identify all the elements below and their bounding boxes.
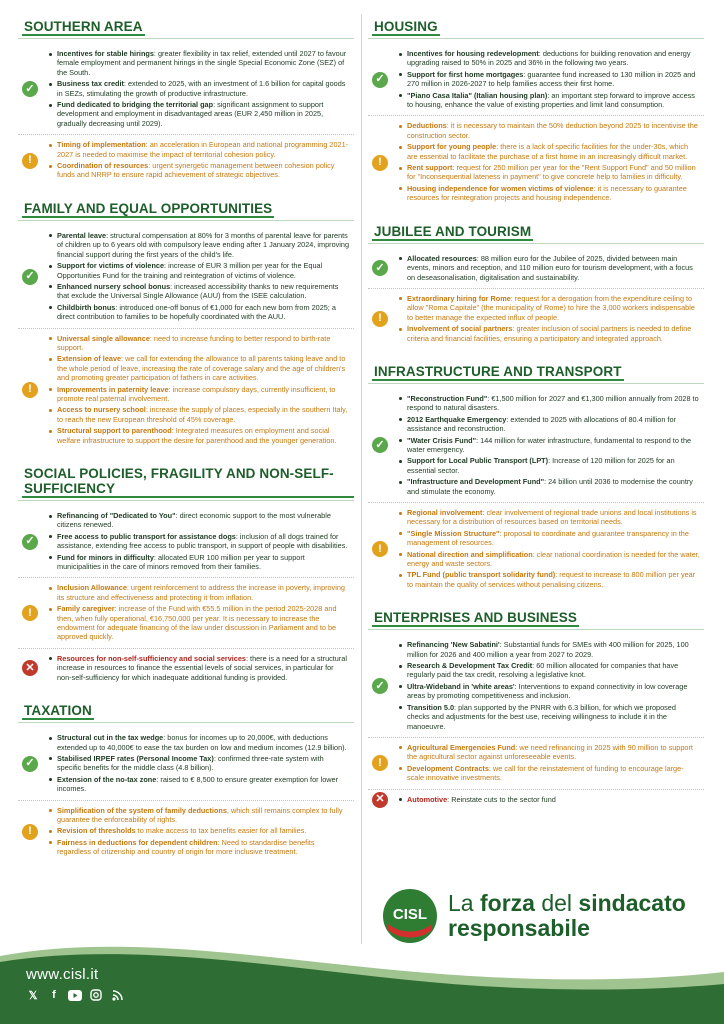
item-label: Agricultural Emergencies Fund xyxy=(407,742,516,752)
item-label: Business tax credit xyxy=(57,79,124,89)
list-item xyxy=(48,334,350,353)
item-text: : 144 million for water infrastructure, fundamental to respond to the water emergency. xyxy=(407,435,692,454)
list-item xyxy=(48,261,350,280)
list-item xyxy=(398,415,700,434)
item-label: Support for victims of violence xyxy=(57,261,165,271)
item-text: to make access to tax benefits easier for all families. xyxy=(135,826,307,836)
facebook-icon[interactable]: f xyxy=(52,989,56,1001)
item-text: : an acceleration in European and national programming 2021-2027 is needed to maximise the impact of territorial cohesion policy. xyxy=(57,140,349,159)
check-icon: ✓ xyxy=(372,72,388,88)
item-text: : allocated EUR 100 million per year to support municipalities in the care of minors removed from their families. xyxy=(57,552,305,572)
item-label: Ultra-Wideband in 'white areas' xyxy=(407,681,515,691)
item-text: : increase compulsory days, currently insufficient, to promote real paternal involvement. xyxy=(57,384,336,403)
item-label: Involvement of social partners xyxy=(407,324,513,334)
check-icon: ✓ xyxy=(22,269,38,285)
list-item xyxy=(398,529,700,548)
item-list xyxy=(48,806,350,857)
item-list xyxy=(48,140,350,180)
item-list xyxy=(398,121,700,202)
section-rule xyxy=(18,38,354,39)
check-group xyxy=(368,635,704,738)
section-rule xyxy=(18,500,354,501)
list-item xyxy=(48,733,350,752)
item-label: Fund dedicated to bridging the territorial gap xyxy=(57,100,214,110)
warning-icon: ! xyxy=(22,153,38,169)
item-text: : structural compensation at 80% for 3 months of parental leave for parents of children up to 6 years old with compulsory leave ending after 1 January 2024, improving financial support during the first years of the child's life. xyxy=(57,230,350,259)
item-text: : request for a derogation from the expenditure ceiling to allow "Roma Capitale" (the municipality of Rome) to hire the 3,000 workers indispensable to better manage the expected influx of people. xyxy=(407,293,695,322)
item-label: Parental leave xyxy=(57,230,107,240)
list-item xyxy=(398,764,700,783)
item-label: Housing independence for women victims of violence xyxy=(407,183,594,193)
warning-icon: ! xyxy=(372,155,388,171)
section-rule xyxy=(18,722,354,723)
item-list xyxy=(398,49,700,109)
warning-icon: ! xyxy=(22,382,38,398)
list-item xyxy=(48,161,350,180)
list-item xyxy=(48,511,350,530)
item-label: Allocated resources xyxy=(407,253,477,263)
left-column xyxy=(18,18,354,877)
check-icon: ✓ xyxy=(372,678,388,694)
section-housing xyxy=(368,18,704,209)
item-text: : increased accessibility thanks to new requirements that exclude the Universal Single Allowance (AUU) from the ISEE calculation. xyxy=(57,281,339,301)
item-label: Extension of the no-tax zone xyxy=(57,774,157,784)
item-text: : €1,500 million for 2027 and €1,300 million annually from 2028 to respond to natural disasters. xyxy=(407,393,699,413)
cross-icon: ✕ xyxy=(22,660,38,676)
warn-group xyxy=(368,116,704,208)
section-family-and-equal-opportunities xyxy=(18,200,354,451)
item-text: , which still remains complex to fully guarantee the enforceability of rights. xyxy=(57,805,343,824)
cross-icon: ✕ xyxy=(372,792,388,808)
section-title: ENTERPRISES AND BUSINESS xyxy=(374,610,577,626)
section-rule xyxy=(368,38,704,39)
list-item xyxy=(48,532,350,551)
item-text: : direct economic support to the most vulnerable citizens renewed. xyxy=(57,511,331,530)
item-label: Revision of thresholds xyxy=(57,826,136,836)
list-item xyxy=(398,456,700,475)
item-label: Automotive xyxy=(407,794,448,804)
warn-group xyxy=(18,578,354,648)
list-item xyxy=(48,100,350,128)
item-text: : need to increase funding to better respond to birth-rate support. xyxy=(57,333,331,352)
item-text: : an important step forward to improve access to housing, enhance the value of existing properties and limit land consumption. xyxy=(407,90,695,110)
section-rule xyxy=(18,220,354,221)
item-list xyxy=(48,654,350,682)
list-item xyxy=(48,385,350,404)
item-label: Extension of leave xyxy=(57,354,122,364)
cross-group xyxy=(368,790,704,810)
item-list xyxy=(48,583,350,641)
item-text: : Interventions to expand connectivity in low coverage areas by promoting competitiveness and inclusion. xyxy=(407,681,688,701)
item-text: : greater inclusion of social partners is needed to define criteria and financial facilities, ensuring a participatory and integrated approach. xyxy=(407,324,692,343)
section-enterprises-and-business xyxy=(368,609,704,810)
list-item xyxy=(48,604,350,642)
item-label: Support for young people xyxy=(407,142,497,152)
instagram-icon[interactable] xyxy=(89,988,103,1002)
item-text: : inclusion of all dogs trained for assistance, extending free access to public transport, in support of people with disabilities. xyxy=(57,531,348,551)
list-item xyxy=(398,477,700,496)
item-text: : raised to € 8,500 to ensure greater exemption for lower incomes. xyxy=(57,774,339,794)
list-item xyxy=(398,661,700,680)
list-item xyxy=(398,324,700,343)
list-item xyxy=(398,682,700,701)
item-text: : urgent reinforcement to address the increase in poverty, improving its structure and effectiveness and protecting it from inflation. xyxy=(57,583,345,602)
item-text: : it is necessary to guarantee resources for reintegration projects and housing independence. xyxy=(407,183,687,203)
item-label: Refinancing 'New Sabatini' xyxy=(407,640,500,650)
item-text: : we call for extending the allowance to all parents taking leave and to the whole period of leave, increasing the rate of coverage salary and the age of children's and promoting greater participation of fathers in care activities. xyxy=(57,354,346,383)
item-label: Coordination of resources xyxy=(57,161,149,171)
item-label: Fund for minors in difficulty xyxy=(57,552,154,562)
item-text: : request for 250 million per year for the "Rent Support Fund" and 50 million for "Inconsequential lateness in payment" to give concrete help to families in difficulty. xyxy=(407,163,696,182)
cross-group xyxy=(18,649,354,688)
check-icon: ✓ xyxy=(22,534,38,550)
item-label: Rent support xyxy=(407,163,453,173)
section-title: SOCIAL POLICIES, FRAGILITY AND NON-SELF-SUFFICIENCY xyxy=(22,465,354,498)
item-label: Universal single allowance xyxy=(57,333,150,343)
item-label: Development Contracts xyxy=(407,763,489,773)
item-list xyxy=(398,294,700,343)
item-text: : plan supported by the PNRR with 6.3 billion, for which we proposed checks and adjustments for the best use, receiving willingness to include it in the manoeuvre. xyxy=(407,702,676,731)
item-label: Incentives for stable hirings xyxy=(57,49,154,58)
check-icon: ✓ xyxy=(22,81,38,97)
item-label: Research & Development Tax Credit xyxy=(407,661,533,671)
list-item xyxy=(48,654,350,682)
item-label: Fairness in deductions for dependent children xyxy=(57,837,218,847)
item-text: : Reinstate cuts to the sector fund xyxy=(447,794,556,804)
list-item xyxy=(398,142,700,161)
item-label: Timing of implementation xyxy=(57,140,146,150)
item-list xyxy=(48,49,350,128)
item-text: : there is a lack of specific facilities for the under-30s, which are essential to facilitate the purchase of a first home in an increasingly difficult market. xyxy=(407,142,689,161)
list-item xyxy=(398,550,700,569)
item-label: Stabilised IRPEF rates (Personal Income Tax) xyxy=(57,753,214,763)
item-text: : Substantial funds for SMEs with 400 million for 2025, 100 million for 2026 and 400 million a year from 2027 to 2029. xyxy=(407,640,689,659)
list-item xyxy=(398,70,700,89)
check-icon: ✓ xyxy=(22,756,38,772)
item-list xyxy=(398,743,700,783)
item-list xyxy=(398,508,700,589)
list-item xyxy=(48,282,350,301)
item-text: : clear national coordination is needed for the water, energy and waste sectors. xyxy=(407,549,700,569)
warn-group xyxy=(368,289,704,349)
list-item xyxy=(398,570,700,589)
warn-group xyxy=(18,801,354,863)
section-rule xyxy=(368,629,704,630)
item-label: Childbirth bonus xyxy=(57,302,116,312)
item-label: Refinancing of "Dedicated to You" xyxy=(57,511,176,520)
rss-icon[interactable] xyxy=(110,988,124,1002)
list-item xyxy=(48,826,350,835)
item-text: : confirmed three-rate system with specific benefits for the middle class (4.8 billion). xyxy=(57,753,324,773)
warn-group xyxy=(18,135,354,186)
item-text: : greater flexibility in tax relief, extended until 2027 to favour female employment and permanent hirings in the single Special Economic Zone (SEZ) of the South. xyxy=(57,49,347,77)
list-item xyxy=(398,508,700,527)
youtube-icon[interactable] xyxy=(68,988,82,1002)
social-links xyxy=(26,988,124,1002)
check-icon: ✓ xyxy=(372,260,388,276)
list-item xyxy=(48,426,350,445)
item-label: Resources for non-self-sufficiency and social services xyxy=(57,653,246,663)
section-title: INFRASTRUCTURE AND TRANSPORT xyxy=(374,363,622,379)
item-label: Incentives for housing redevelopment xyxy=(407,49,539,58)
item-label: Regional involvement xyxy=(407,508,483,517)
list-item xyxy=(398,640,700,659)
list-item xyxy=(48,806,350,825)
section-jubilee-and-tourism xyxy=(368,223,704,349)
website-link[interactable]: www.cisl.it xyxy=(26,966,99,983)
section-southern-area xyxy=(18,18,354,186)
list-item xyxy=(398,254,700,282)
item-list xyxy=(398,254,700,282)
section-title: JUBILEE AND TOURISM xyxy=(374,223,532,239)
warning-icon: ! xyxy=(22,605,38,621)
item-label: 2012 Earthquake Emergency xyxy=(407,414,507,424)
list-item xyxy=(398,436,700,455)
item-label: Improvements in paternity leave xyxy=(57,384,169,394)
item-text: : bonus for incomes up to 20,000€, with deductions extended up to 40,000€ to ease the tax burden on low and medium incomes (12.9 billion). xyxy=(57,733,347,752)
section-rule xyxy=(368,383,704,384)
item-text: : increase of EUR 3 million per year for the Equal Opportunities Fund for the training and reintegration of victims of violence. xyxy=(57,261,323,280)
section-title: TAXATION xyxy=(24,703,92,719)
warn-group xyxy=(368,503,704,595)
item-text: : 60 million allocated for companies that have regularly paid the tax credit, resolving a legislative knot. xyxy=(407,661,679,680)
check-group xyxy=(368,389,704,503)
item-list xyxy=(398,795,700,804)
check-icon: ✓ xyxy=(372,437,388,453)
x-icon[interactable]: 𝕏 xyxy=(28,989,38,1002)
item-label: TPL Fund (public transport solidarity fund) xyxy=(407,570,556,580)
list-item xyxy=(48,49,350,77)
cisl-logo xyxy=(382,884,712,948)
logo-mark-text: CISL xyxy=(392,906,428,923)
section-infrastructure-and-transport xyxy=(368,363,704,595)
item-text: : extended to 2025 with allocations of 80.4 million for assistance and reconstruction. xyxy=(407,414,676,434)
item-text: : it is necessary to maintain the 50% deduction beyond 2025 to incentivise the construction sector. xyxy=(407,121,698,140)
section-title: FAMILY AND EQUAL OPPORTUNITIES xyxy=(24,200,273,216)
list-item xyxy=(398,394,700,413)
item-text: : 88 million euro for the Jubilee of 2025, divided between main events, minors and reception, and 110 million euro for tourism development, with a focus on deseasonalisation, digitalisation and sustainability. xyxy=(407,253,693,282)
item-list xyxy=(48,511,350,571)
item-label: "Reconstruction Fund" xyxy=(407,393,488,403)
item-text: : introduced one-off bonus of €1,000 for each new born from 2025; a direct contribution to families to be hopefully coordinated with the AUU. xyxy=(57,302,336,322)
item-text: : deductions for building renovation and energy upgrading raised to 50% in 2025 and 36% in the following two years. xyxy=(407,49,691,68)
item-text: : urgent synergetic management between cohesion policy funds and NRRP to ensure rapid achievement of strategic objectives. xyxy=(57,161,335,180)
item-label: "Piano Casa Italia" (Italian housing plan) xyxy=(407,90,548,100)
logo-slogan: La forza del sindacato responsabile xyxy=(448,890,686,941)
item-label: Access to nursery school xyxy=(57,405,146,415)
warning-icon: ! xyxy=(22,824,38,840)
warning-icon: ! xyxy=(372,311,388,327)
warn-group xyxy=(368,738,704,790)
column-divider xyxy=(361,14,362,944)
list-item xyxy=(48,303,350,322)
item-label: Extraordinary hiring for Rome xyxy=(407,293,511,303)
list-item xyxy=(398,49,700,68)
item-text: : increase of the Fund with €55.5 million in the period 2025-2028 and then, when fully operational, €16,750,000 per year. It is necessary to increase the endowment for adequate financing of the law under discussion in Parliament and to be approved quickly. xyxy=(57,604,337,642)
warning-icon: ! xyxy=(372,541,388,557)
section-rule xyxy=(368,243,704,244)
item-label: Structural support to parenthood xyxy=(57,426,172,436)
item-list xyxy=(398,394,700,496)
check-group xyxy=(18,728,354,800)
list-item xyxy=(48,140,350,159)
warn-group xyxy=(18,329,354,451)
item-label: Structural cut in the tax wedge xyxy=(57,733,164,743)
check-group xyxy=(18,44,354,135)
section-taxation xyxy=(18,702,354,862)
item-label: National direction and simplification xyxy=(407,549,533,559)
section-social-policies-fragility-and-non-self-sufficiency xyxy=(18,465,354,688)
item-list xyxy=(398,640,700,731)
item-text: : significant assignment to support development and employment in disadvantaged areas (EUR 2,450 million in 2025, gradually decreasing until 2029). xyxy=(57,100,324,128)
item-text: : we need refinancing in 2025 with 90 million to support the agricultural sector against unforeseeable events. xyxy=(407,742,693,762)
list-item xyxy=(48,231,350,259)
warning-icon: ! xyxy=(372,755,388,771)
item-text: : guarantee fund increased to 130 million in 2025 and 270 million in 2026-2027 to help families access their first home. xyxy=(407,69,696,89)
item-label: Support for Local Public Transport (LPT) xyxy=(407,456,549,466)
item-text: : increase the supply of places, especially in the southern Italy, to reach the new European threshold of 45% coverage. xyxy=(57,405,348,424)
footer xyxy=(0,936,724,1024)
right-column xyxy=(368,18,704,824)
check-group xyxy=(368,44,704,116)
list-item xyxy=(398,743,700,762)
check-group xyxy=(18,226,354,329)
list-item xyxy=(48,354,350,382)
item-text: : Need to standardise benefits regardless of citizenship and country of origin for more inclusive treatment. xyxy=(57,837,315,857)
section-title: SOUTHERN AREA xyxy=(24,19,143,34)
check-group xyxy=(368,249,704,289)
item-label: Support for first home mortgages xyxy=(407,69,524,79)
list-item xyxy=(398,703,700,731)
item-label: "Single Mission Structure" xyxy=(407,528,500,538)
item-label: Free access to public transport for assistance dogs xyxy=(57,531,236,541)
list-item xyxy=(398,184,700,203)
list-item xyxy=(398,163,700,182)
item-text: : Integrated measures on employment and social welfare infrastructure to support the desire for parenthood and the younger generation. xyxy=(57,426,337,445)
list-item xyxy=(398,795,700,804)
list-item xyxy=(48,553,350,572)
item-label: Inclusion Allowance xyxy=(57,583,127,593)
item-text: : proposal to coordinate and guarantee transparency in the management of resources. xyxy=(407,528,689,548)
item-label: Simplification of the system of family deductions xyxy=(57,805,227,815)
item-text: : extended to 2025, with an investment of 1.6 billion for capital goods in SEZs, stimulating the growth of productive infrastructure. xyxy=(57,79,346,98)
item-text: : Increase of 120 million for 2025 for an essential sector. xyxy=(407,456,675,475)
list-item xyxy=(48,79,350,98)
item-list xyxy=(48,334,350,445)
item-label: Family caregiver xyxy=(57,604,115,614)
footer-wave xyxy=(0,936,724,1024)
item-list xyxy=(48,733,350,793)
list-item xyxy=(48,583,350,602)
item-label: Deductions xyxy=(407,121,447,131)
item-label: Enhanced nursery school bonus xyxy=(57,281,171,291)
check-group xyxy=(18,506,354,578)
list-item xyxy=(398,91,700,110)
list-item xyxy=(48,754,350,773)
cisl-logo-mark xyxy=(382,888,438,944)
item-text: : 24 billion until 2036 to modernise the country and stimulate the economy. xyxy=(407,477,693,496)
item-text: : there is a need for a structural increase in resources to finance the essential levels of social services, in particular for non-self-sufficiency for which inadequate additional funding is provided. xyxy=(57,653,347,682)
item-list xyxy=(48,231,350,322)
list-item xyxy=(48,838,350,857)
list-item xyxy=(48,405,350,424)
item-text: : request to increase to 800 million per year to maintain the quality of services without penalising citizens. xyxy=(407,570,696,589)
list-item xyxy=(48,775,350,794)
section-title: HOUSING xyxy=(374,19,438,34)
item-label: "Infrastructure and Development Fund" xyxy=(407,477,545,487)
item-text: : clear involvement of regional trade unions and local institutions is necessary for a distribution of resources based on territorial needs. xyxy=(407,508,697,527)
list-item xyxy=(398,294,700,322)
item-label: "Water Crisis Fund" xyxy=(407,435,477,445)
item-text: : we call for the reinstatement of funding to encourage large-scale innovative investments. xyxy=(407,763,684,783)
item-label: Transition 5.0 xyxy=(407,702,455,712)
list-item xyxy=(398,121,700,140)
